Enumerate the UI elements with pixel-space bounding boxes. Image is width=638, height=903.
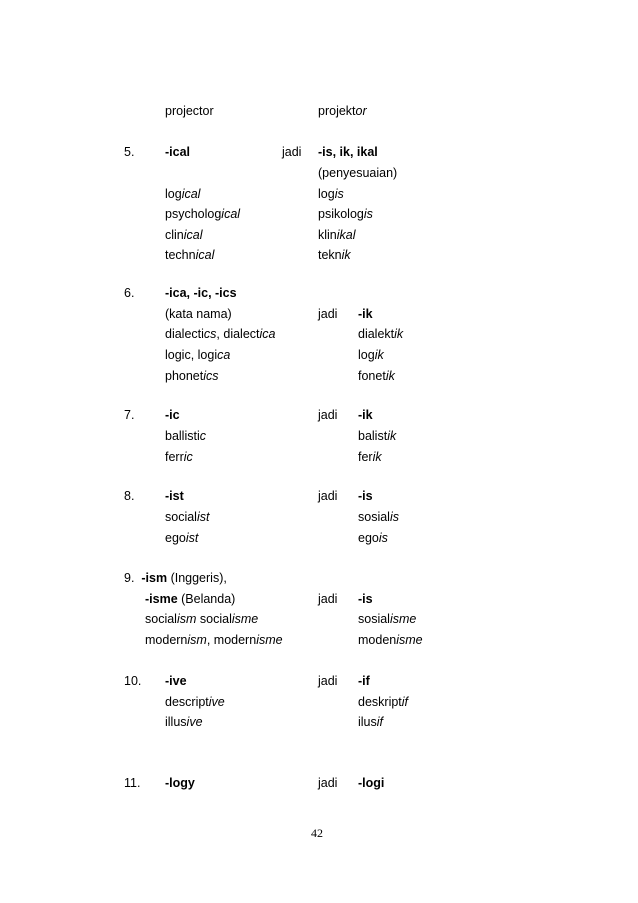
stem-part: ballisti [165,429,200,443]
source-word [165,695,225,709]
target-word [318,228,356,242]
jadi-label: jadi [318,408,338,422]
result-suffix: -is [358,489,373,503]
result-suffix: -is, ik, ikal [318,145,378,159]
target-word [318,104,367,118]
suffix-part: ca [217,348,231,362]
stem-part: sosial [358,510,390,524]
item-number: 6. [124,286,135,300]
stem-part: clin [165,228,184,242]
jadi-label: jadi [318,592,338,606]
stem-part: sosial [358,612,390,626]
target-word [358,348,384,362]
source-word [165,429,206,443]
suffix-part: is [334,187,344,201]
heading-suffix: (Inggeris), [167,571,227,585]
suffix-part: c [199,429,206,443]
target-word [358,715,383,729]
stem-part: ilus [358,715,377,729]
target-word [358,450,382,464]
stem-part: phonet [165,369,204,383]
stem-part: log [318,187,335,201]
result-suffix: -is [358,592,373,606]
stem-part: techn [165,248,196,262]
stem-part: logic, logi [165,348,218,362]
stem-part: social [196,612,232,626]
suffix-part: ical [195,248,215,262]
suffix-part: or [355,104,367,118]
stem-part: deskript [358,695,402,709]
suffix-heading: -ism [141,571,168,585]
suffix-part: is [363,207,373,221]
stem-part: log [165,187,182,201]
page-number: 42 [311,826,323,840]
suffix-heading: -ical [165,145,191,159]
suffix-part: if [376,715,384,729]
stem-part: , dialect [216,327,260,341]
result-suffix: -ik [358,408,373,422]
source-word [145,612,258,626]
jadi-label: jadi [318,776,338,790]
jadi-label: jadi [318,307,338,321]
stem-part: illus [165,715,187,729]
source-word [165,450,193,464]
result-suffix: -ik [358,307,373,321]
item-number: 10. [124,674,142,688]
suffix-heading: -logy [165,776,195,790]
suffix-part: ical [221,207,241,221]
suffix-part: ic [183,450,193,464]
suffix-part: ist [185,531,199,545]
stem-part: balist [358,429,388,443]
suffix-part: ik [385,369,395,383]
stem-part: psycholog [165,207,222,221]
stem-part: psikolog [318,207,364,221]
stem-part: ego [358,531,379,545]
stem-part: social [165,510,197,524]
stem-part: moden [358,633,397,647]
target-word [318,248,351,262]
item-number: 9. [124,571,135,585]
source-word [145,633,283,647]
note: (penyesuaian) [318,166,398,180]
stem-part: fer [358,450,373,464]
suffix-heading: -ist [165,489,184,503]
suffix-part: ive [208,695,225,709]
stem-part: ego [165,531,186,545]
suffix-part: ive [186,715,203,729]
suffix-part: if [401,695,409,709]
item-number: 5. [124,145,135,159]
item-number: 11. [124,776,141,790]
suffix-part: cs [203,327,217,341]
target-word [358,612,416,626]
suffix-part: ik [372,450,382,464]
stem-part: ferr [165,450,184,464]
target-word [358,531,388,545]
jadi-label: jadi [282,145,302,159]
source-word [165,187,200,201]
suffix-part: ical [183,228,203,242]
source-word [165,248,214,262]
stem-part: log [358,348,375,362]
source-word [165,228,203,242]
suffix-part: isme [396,633,423,647]
stem-part: fonet [358,369,386,383]
target-word [358,695,408,709]
source-word [165,207,240,221]
suffix-part: ism [176,612,197,626]
result-suffix: -logi [358,776,385,790]
heading-suffix-2: (Belanda) [177,592,236,606]
stem-part: social [145,612,177,626]
target-word [358,429,396,443]
target-word [358,510,399,524]
source-word [165,348,230,362]
suffix-part: ica [259,327,276,341]
suffix-part: ical [181,187,201,201]
target-word [358,369,395,383]
jadi-label: jadi [318,489,338,503]
stem-part: descript [165,695,209,709]
target-word [318,207,373,221]
stem-part: tekn [318,248,342,262]
item-number: 8. [124,489,135,503]
suffix-part: ik [387,429,397,443]
item-number: 7. [124,408,135,422]
stem-part: dialecti [165,327,204,341]
suffix-part: isme [231,612,259,626]
item-heading [124,571,227,585]
stem-part: modern [145,633,188,647]
suffix-part: is [378,531,388,545]
suffix-part: ist [196,510,210,524]
suffix-part: isme [389,612,417,626]
suffix-heading: -ica, -ic, -ics [165,286,237,300]
note: (kata nama) [165,307,232,321]
target-word [358,327,403,341]
stem-part: , modern [206,633,257,647]
suffix-part: ikal [336,228,356,242]
suffix-heading-2: -isme [145,592,178,606]
suffix-part: is [389,510,399,524]
source-word [165,531,198,545]
target-word [318,187,344,201]
suffix-part: isme [256,633,283,647]
suffix-part: ik [374,348,384,362]
suffix-part: ism [187,633,207,647]
source-word [165,104,214,118]
stem-part: projector [165,104,214,118]
target-word [358,633,423,647]
stem-part: dialekt [358,327,395,341]
suffix-part: ik [341,248,351,262]
suffix-heading: -ic [165,408,180,422]
suffix-part: ik [394,327,404,341]
source-word [165,327,276,341]
suffix-part: ics [203,369,219,383]
stem-part: projekt [318,104,356,118]
source-word [165,369,219,383]
suffix-heading: -ive [165,674,187,688]
source-word [165,715,203,729]
source-word [165,510,209,524]
result-suffix: -if [358,674,370,688]
stem-part: klin [318,228,337,242]
jadi-label: jadi [318,674,338,688]
item-heading-2 [145,592,235,606]
